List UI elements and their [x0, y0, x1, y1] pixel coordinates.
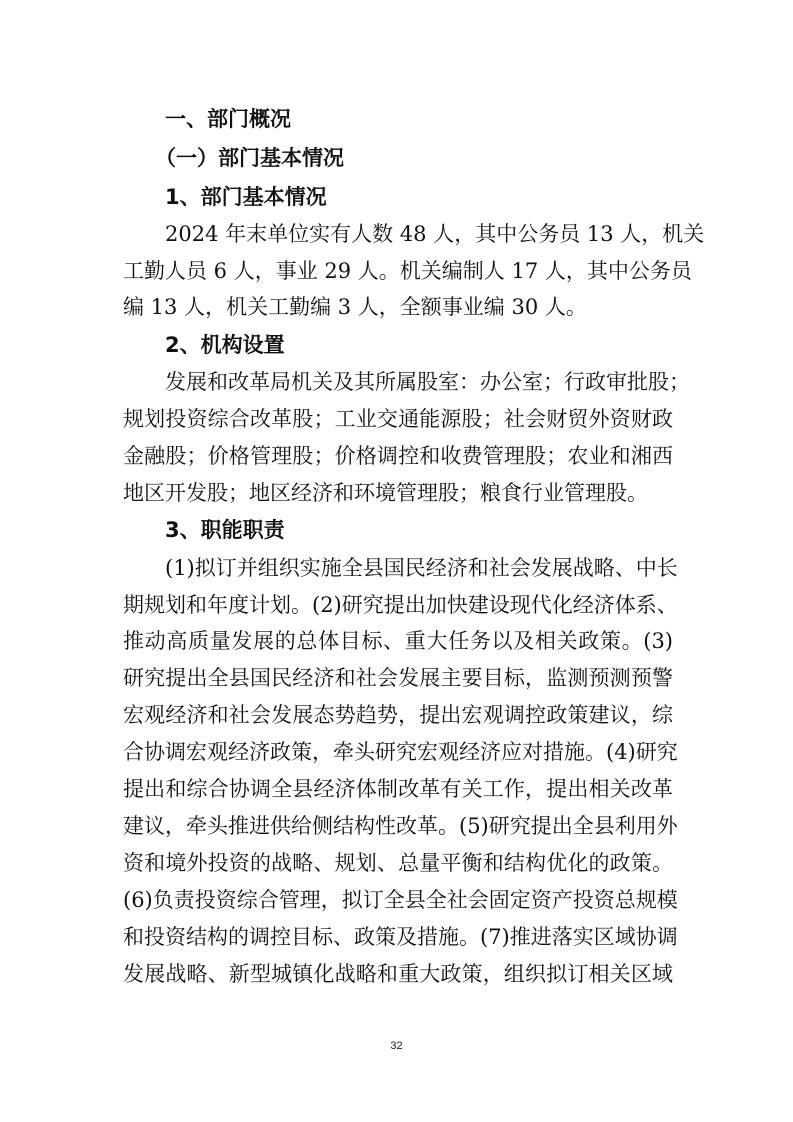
paragraph-line: 宏观经济和社会发展态势趋势，提出宏观调控政策建议，综	[123, 703, 673, 727]
paragraph-line: (6)负责投资综合管理，拟订全县全社会固定资产投资总规模	[123, 888, 678, 912]
paragraph-line: 2024 年末单位实有人数 48 人，其中公务员 13 人，机关	[165, 222, 705, 246]
paragraph-line: 提出和综合协调全县经济体制改革有关工作，提出相关改革	[123, 777, 673, 801]
paragraph-line: 研究提出全县国民经济和社会发展主要目标，监测预测预警	[123, 666, 673, 690]
paragraph-line: 金融股；价格管理股；价格调控和收费管理股；农业和湘西	[123, 444, 673, 468]
paragraph-line: 工勤人员 6 人，事业 29 人。机关编制人 17 人，其中公务员	[123, 259, 692, 283]
paragraph-line: (1)拟订并组织实施全县国民经济和社会发展战略、中长	[165, 556, 678, 580]
item-heading-basic-info: 1、部门基本情况	[165, 185, 327, 209]
section-heading-department-overview: 一、部门概况	[165, 107, 291, 131]
paragraph-line: 资和境外投资的战略、规划、总量平衡和结构优化的政策。	[123, 851, 673, 875]
paragraph-line: 地区开发股；地区经济和环境管理股；粮食行业管理股。	[123, 481, 648, 505]
paragraph-line: 期规划和年度计划。(2)研究提出加快建设现代化经济体系、	[123, 593, 678, 617]
item-heading-responsibilities: 3、职能职责	[165, 518, 285, 542]
page-number: 32	[390, 1040, 403, 1052]
paragraph-line: 和投资结构的调控目标、政策及措施。(7)推进落实区域协调	[123, 925, 678, 949]
paragraph-line: 推动高质量发展的总体目标、重大任务以及相关政策。(3)	[123, 629, 673, 653]
paragraph-line: 编 13 人，机关工勤编 3 人，全额事业编 30 人。	[123, 295, 587, 319]
paragraph-line: 建议，牵头推进供给侧结构性改革。(5)研究提出全县利用外	[123, 814, 678, 838]
subsection-heading-basic-info: （一）部门基本情况	[155, 146, 344, 170]
item-heading-organization: 2、机构设置	[165, 333, 285, 357]
paragraph-line: 合协调宏观经济政策，牵头研究宏观经济应对措施。(4)研究	[123, 740, 678, 764]
paragraph-line: 发展战略、新型城镇化战略和重大政策，组织拟订相关区域	[123, 962, 673, 986]
paragraph-line: 发展和改革局机关及其所属股室：办公室；行政审批股；	[165, 370, 690, 394]
paragraph-line: 规划投资综合改革股；工业交通能源股；社会财贸外资财政	[123, 407, 673, 431]
